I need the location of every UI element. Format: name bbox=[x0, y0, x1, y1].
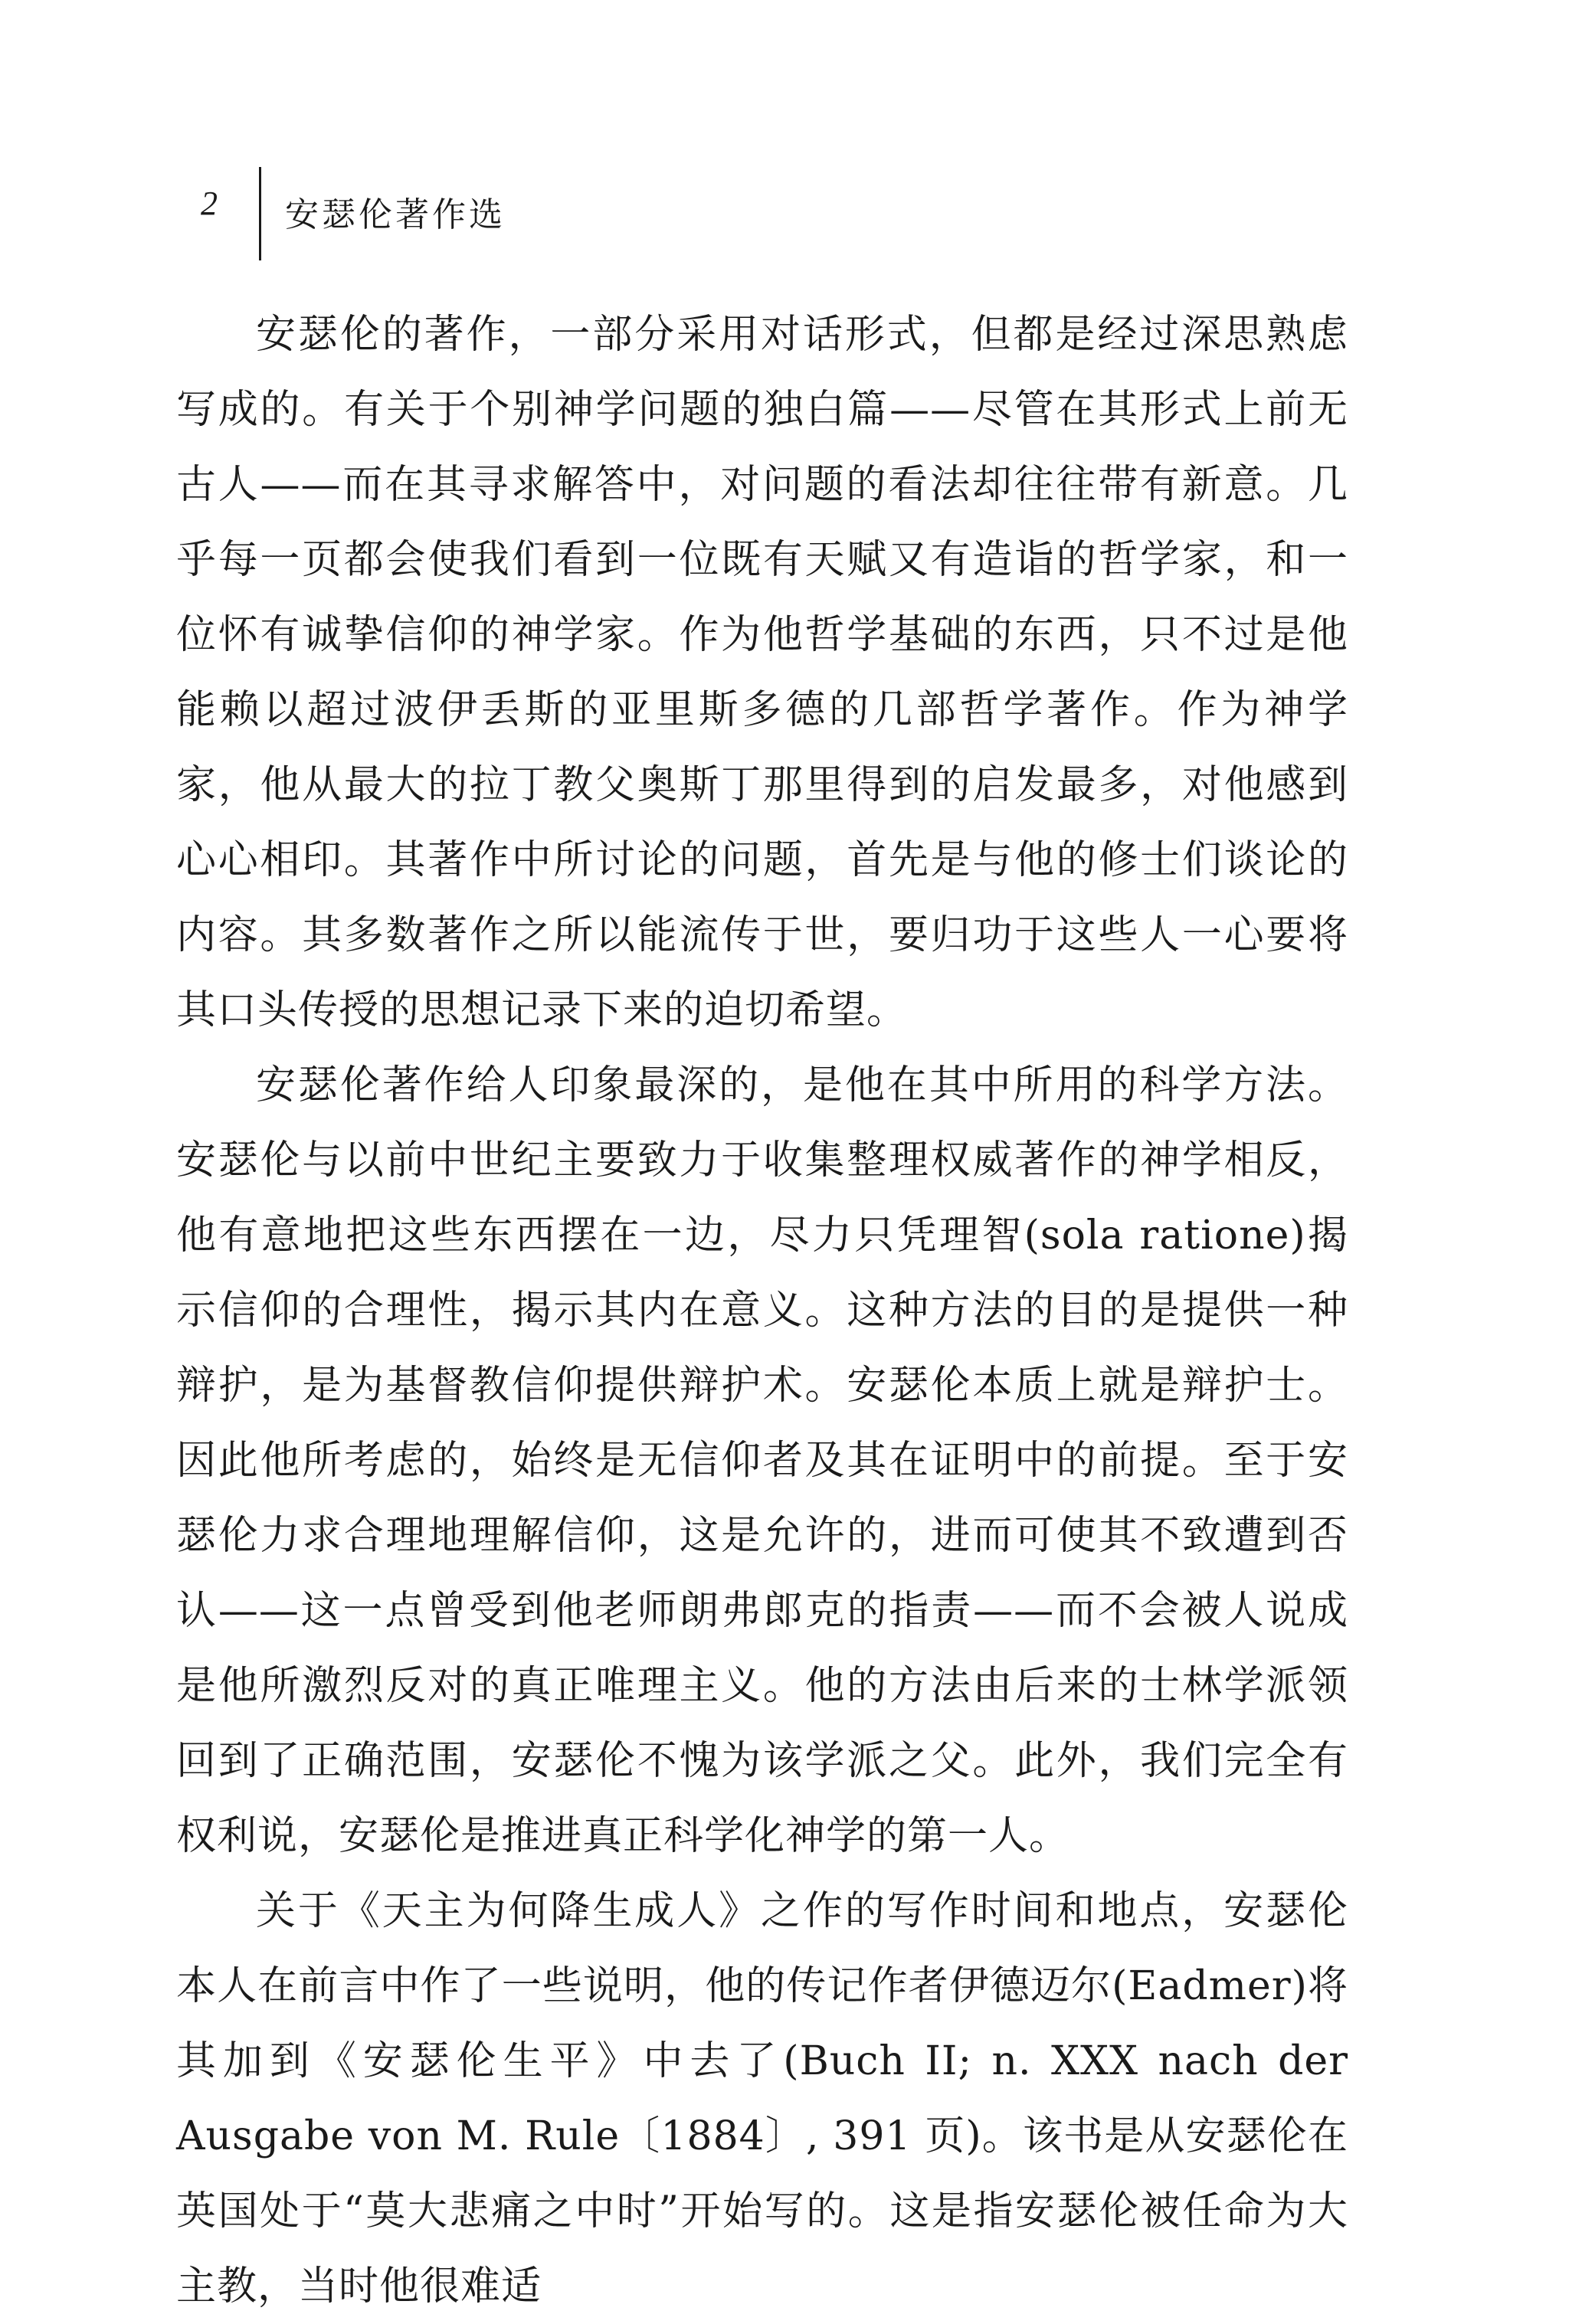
paragraph: 关于《天主为何降生成人》之作的写作时间和地点，安瑟伦本人在前言中作了一些说明，他的传记作者伊德迈尔(Eadmer)将其加到《安瑟伦生平》中去了(Buch II; n. XXX nach der Ausgabe von M. Rule〔1884〕, 391 页)。该书是从安瑟伦在英国处于“莫大悲痛之中时”开始写的。这是指安瑟伦被任命为大主教，当时他很难适 bbox=[176, 1888, 1348, 2309]
header-divider bbox=[259, 167, 261, 260]
running-title: 安瑟伦著作选 bbox=[285, 195, 506, 234]
paragraph: 安瑟伦著作给人印象最深的，是他在其中所用的科学方法。安瑟伦与以前中世纪主要致力于收集整理权威著作的神学相反，他有意地把这些东西摆在一边，尽力只凭理智(sola ratione)揭示信仰的合理性，揭示其内在意义。这种方法的目的是提供一种辩护，是为基督教信仰提供辩护术。安瑟伦本质上就是辩护士。因此他所考虑的，始终是无信仰者及其在证明中的前提。至于安瑟伦力求合理地理解信仰，这是允许的，进而可使其不致遭到否认——这一点曾受到他老师朗弗郎克的指责——而不会被人说成是他所激烈反对的真正唯理主义。他的方法由后来的士林学派领回到了正确范围，安瑟伦不愧为该学派之父。此外，我们完全有权利说，安瑟伦是推进真正科学化神学的第一人。 bbox=[176, 1062, 1348, 1859]
body-text bbox=[176, 297, 1348, 2324]
page-header bbox=[0, 0, 1569, 276]
page-number: 2 bbox=[201, 185, 218, 222]
paragraph: 安瑟伦的著作，一部分采用对话形式，但都是经过深思熟虑写成的。有关于个别神学问题的独白篇——尽管在其形式上前无古人——而在其寻求解答中，对问题的看法却往往带有新意。几乎每一页都会使我们看到一位既有天赋又有造诣的哲学家，和一位怀有诚挚信仰的神学家。作为他哲学基础的东西，只不过是他能赖以超过波伊丢斯的亚里斯多德的几部哲学著作。作为神学家，他从最大的拉丁教父奥斯丁那里得到的启发最多，对他感到心心相印。其著作中所讨论的问题，首先是与他的修士们谈论的内容。其多数著作之所以能流传于世，要归功于这些人一心要将其口头传授的思想记录下来的迫切希望。 bbox=[176, 312, 1348, 1033]
